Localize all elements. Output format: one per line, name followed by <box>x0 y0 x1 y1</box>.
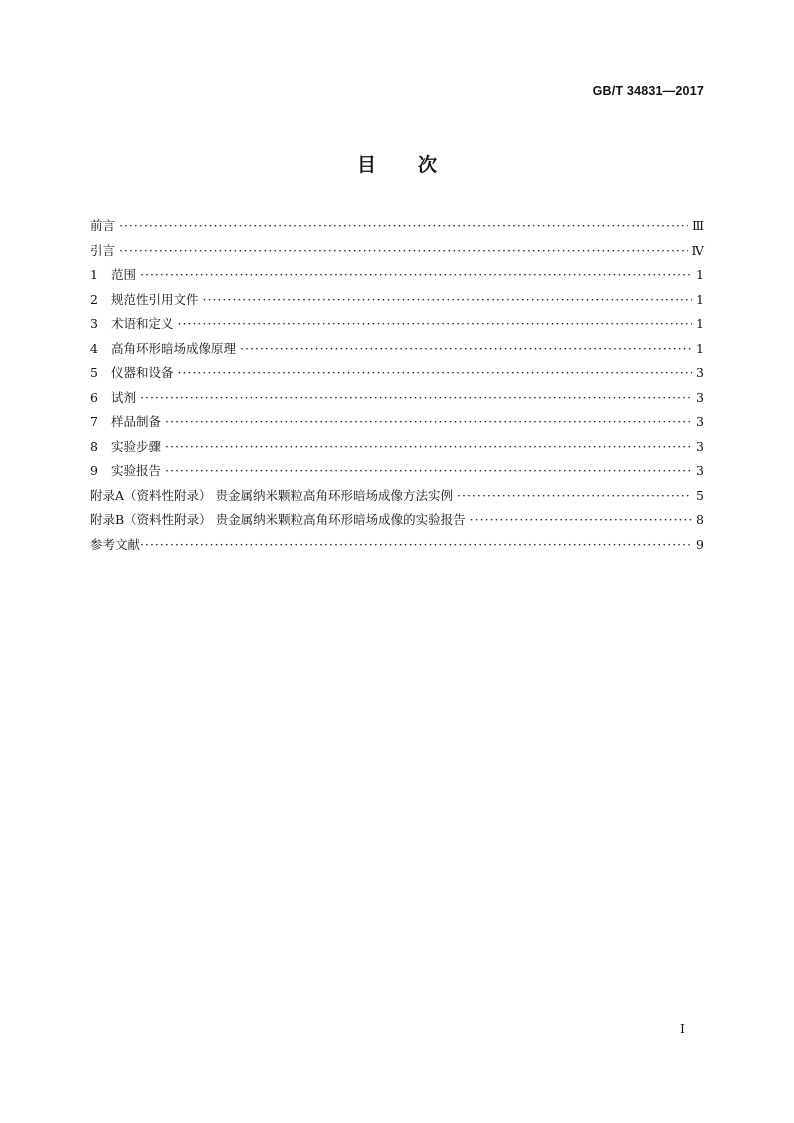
toc-entry-number: 2 <box>90 291 98 307</box>
toc-entry-annex-b[interactable] <box>90 511 704 536</box>
toc-entry-terms-definitions[interactable] <box>90 315 704 340</box>
toc-entry-apparatus[interactable] <box>90 364 704 389</box>
toc-entry-foreword[interactable] <box>90 217 704 242</box>
page-title: 目次 <box>356 154 479 176</box>
toc-entry-scope[interactable] <box>90 266 704 291</box>
toc-entry-title: 样品制备 <box>111 414 162 429</box>
toc-page-number: 1 <box>696 267 704 282</box>
toc-page-number: 9 <box>696 536 704 552</box>
toc-entry-number: 3 <box>90 316 98 331</box>
toc-entry-number: 7 <box>90 414 98 429</box>
toc-page-number: 3 <box>696 365 704 380</box>
toc-leader-dots <box>457 487 692 505</box>
toc-leader-dots <box>165 413 692 431</box>
toc-page-number: 3 <box>696 389 704 405</box>
toc-entry-title: 参考文献 <box>90 536 141 552</box>
toc-leader-dots <box>240 340 692 358</box>
toc-leader-dots <box>178 315 692 333</box>
toc-leader-dots <box>119 217 688 235</box>
toc-page-number: Ⅳ <box>691 242 704 258</box>
standard-number: GB/T 34831—2017 <box>592 84 704 98</box>
toc-entry-test-report[interactable] <box>90 462 704 487</box>
toc-entry-reagents[interactable] <box>90 389 704 414</box>
toc-leader-dots <box>165 462 692 480</box>
toc-leader-dots <box>140 389 692 407</box>
toc-leader-dots <box>119 242 687 260</box>
page-number-footer: I <box>680 1021 685 1036</box>
table-of-contents <box>90 217 704 560</box>
toc-page-number: 1 <box>696 316 704 331</box>
toc-leader-dots <box>140 536 692 554</box>
toc-entry-bibliography[interactable] <box>90 536 704 561</box>
toc-entry-number: 9 <box>90 463 98 478</box>
toc-entry-title: 高角环形暗场成像原理 <box>111 340 237 356</box>
toc-leader-dots <box>165 438 692 456</box>
toc-page-number: 1 <box>696 291 704 307</box>
toc-entry-title: 实验步骤 <box>111 438 162 454</box>
toc-page-number: 8 <box>696 512 704 527</box>
toc-entry-title: 范围 <box>111 267 137 282</box>
toc-entry-normative-references[interactable] <box>90 291 704 316</box>
toc-entry-title: 仪器和设备 <box>111 365 174 380</box>
toc-page-number: 3 <box>696 463 704 478</box>
toc-entry-annex-a[interactable] <box>90 487 704 512</box>
toc-entry-principle[interactable] <box>90 340 704 365</box>
toc-entry-sample-preparation[interactable] <box>90 413 704 438</box>
toc-leader-dots <box>203 291 692 309</box>
toc-page-number: 3 <box>696 438 704 454</box>
toc-page-number: Ⅲ <box>691 218 704 233</box>
toc-entry-procedure[interactable] <box>90 438 704 463</box>
toc-entry-title: 实验报告 <box>111 463 162 478</box>
toc-entry-title: 术语和定义 <box>111 316 174 331</box>
toc-entry-title: 规范性引用文件 <box>111 291 199 307</box>
toc-leader-dots <box>470 511 692 529</box>
toc-page-number: 1 <box>696 340 704 356</box>
toc-entry-number: 4 <box>90 340 98 356</box>
toc-entry-number: 8 <box>90 438 98 454</box>
toc-entry-introduction[interactable] <box>90 242 704 267</box>
toc-leader-dots <box>140 266 692 284</box>
toc-entry-title: 附录A（资料性附录） 贵金属纳米颗粒高角环形暗场成像方法实例 <box>90 487 454 503</box>
toc-entry-number: 1 <box>90 267 98 282</box>
toc-entry-title: 前言 <box>90 218 116 233</box>
toc-entry-number: 6 <box>90 389 98 405</box>
toc-page-number: 5 <box>696 487 704 503</box>
toc-entry-title: 试剂 <box>111 389 137 405</box>
toc-entry-number: 5 <box>90 365 98 380</box>
toc-leader-dots <box>178 364 692 382</box>
toc-entry-title: 附录B（资料性附录） 贵金属纳米颗粒高角环形暗场成像的实验报告 <box>90 512 466 527</box>
toc-entry-title: 引言 <box>90 242 116 258</box>
toc-page-number: 3 <box>696 414 704 429</box>
